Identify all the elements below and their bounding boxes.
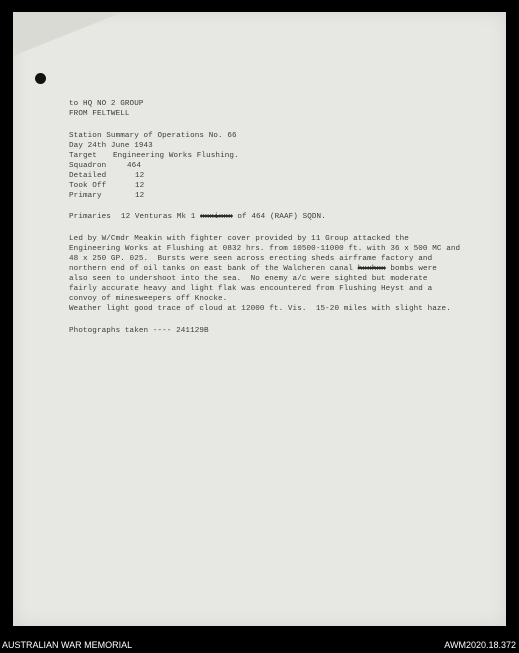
primary-label: Primary xyxy=(69,192,102,200)
target-label: Target xyxy=(69,152,97,160)
report-line-3: 48 x 250 GP. 025. Bursts were seen across erecting sheds airframe factory and xyxy=(69,255,433,263)
document-page xyxy=(13,12,506,626)
tookoff-value: 12 xyxy=(135,182,145,190)
primary-row xyxy=(69,191,144,201)
target-row xyxy=(69,151,239,161)
report-line-1: Led by W/Cmdr Meakin with fighter cover provided by 11 Group attacked the xyxy=(69,235,409,243)
struck-out-text: hxxhxx xyxy=(357,265,386,273)
report-line-4 xyxy=(69,264,437,274)
report-line-5: also seen to undershoot into the sea. No enemy a/c were sighted but moderate xyxy=(69,275,428,283)
punch-hole xyxy=(35,73,46,84)
report-line-4-end: bombs were xyxy=(390,265,437,273)
tookoff-row xyxy=(69,181,144,191)
report-line-8: Weather light good trace of cloud at 12000 ft. Vis. 15-20 miles with slight haze. xyxy=(69,305,451,313)
detailed-label: Detailed xyxy=(69,172,107,180)
detailed-row xyxy=(69,171,144,181)
target-value: Engineering Works Flushing. xyxy=(112,152,239,160)
primaries-line xyxy=(69,212,326,222)
report-line-2: Engineering Works at Flushing at 0832 hrs. from 10500-11000 ft. with 36 x 500 MC and xyxy=(69,245,461,253)
tookoff-label: Took Off xyxy=(69,182,107,190)
folded-corner xyxy=(13,12,123,56)
squadron-label: Squadron xyxy=(69,162,107,170)
detailed-value: 12 xyxy=(135,172,145,180)
footer-institution: AUSTRALIAN WAR MEMORIAL xyxy=(2,640,133,650)
primaries-squadron: of 464 (RAAF) SQDN. xyxy=(237,213,326,221)
footer-accession-number: AWM2020.18.372 xyxy=(444,640,516,650)
struck-out-text: xxxixxx xyxy=(200,213,233,221)
primaries-label: Primaries xyxy=(69,213,111,221)
to-line: to HQ NO 2 GROUP xyxy=(69,100,144,108)
primaries-aircraft: 12 Venturas Mk 1 xyxy=(120,213,196,221)
squadron-value: 464 xyxy=(127,162,141,170)
summary-title: Station Summary of Operations No. 66 xyxy=(69,132,237,140)
from-line: FROM FELTWELL xyxy=(69,110,130,118)
report-line-7: convoy of minesweepers off Knocke. xyxy=(69,295,228,303)
photographs-line: Photographs taken ---- 241129B xyxy=(69,327,209,335)
squadron-row xyxy=(69,161,141,171)
summary-day: Day 24th June 1943 xyxy=(69,142,153,150)
report-line-6: fairly accurate heavy and light flak was encountered from Flushing Heyst and a xyxy=(69,285,433,293)
primary-value: 12 xyxy=(135,192,145,200)
report-line-4-start: northern end of oil tanks on east bank of the Walcheren canal xyxy=(69,265,354,273)
